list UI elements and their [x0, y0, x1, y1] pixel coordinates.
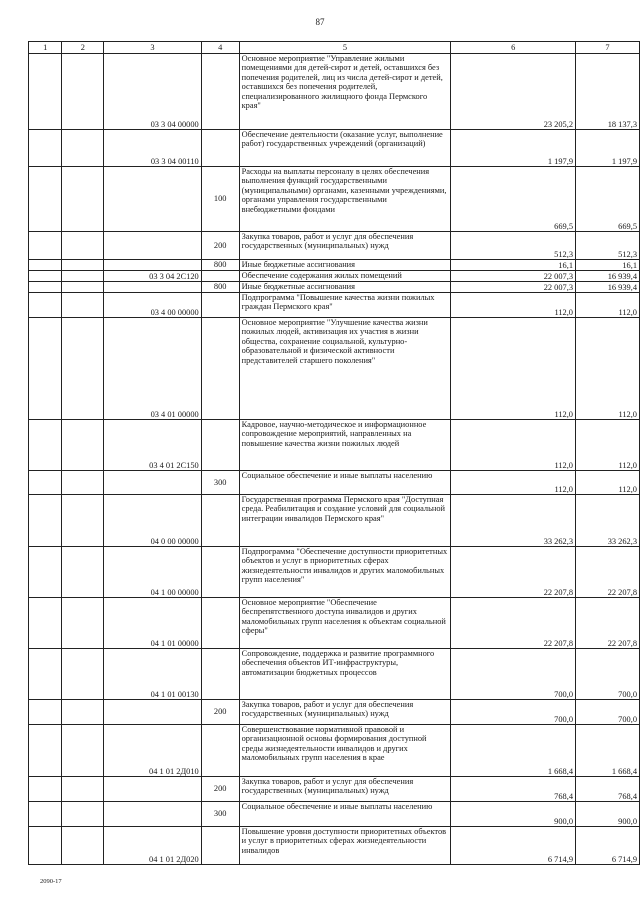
table-row [29, 318, 640, 420]
cell-amount-2: 112,0 [576, 420, 640, 471]
column-header-6: 6 [451, 42, 576, 54]
cell-col2 [62, 318, 104, 420]
cell-code [104, 700, 202, 725]
cell-expense-type: 200 [201, 777, 239, 802]
cell-amount-1: 22 207,8 [451, 598, 576, 649]
cell-expense-type [201, 547, 239, 598]
cell-amount-1: 16,1 [451, 260, 576, 271]
cell-col1 [29, 725, 62, 777]
cell-amount-2: 112,0 [576, 318, 640, 420]
cell-amount-2: 112,0 [576, 293, 640, 318]
cell-amount-2: 512,3 [576, 232, 640, 260]
cell-amount-1: 33 262,3 [451, 495, 576, 547]
cell-col1 [29, 598, 62, 649]
table-row [29, 130, 640, 167]
table-row [29, 471, 640, 495]
cell-col1 [29, 547, 62, 598]
cell-amount-2: 1 197,9 [576, 130, 640, 167]
cell-expense-type [201, 827, 239, 865]
cell-col2 [62, 547, 104, 598]
cell-name: Совершенствование нормативной правовой и организационной основы формирования доступной среды жизнедеятельности инвалидов и других маломобильных групп населения в крае [239, 725, 451, 777]
cell-amount-2: 16 939,4 [576, 271, 640, 282]
cell-amount-2: 16,1 [576, 260, 640, 271]
cell-col2 [62, 598, 104, 649]
cell-amount-2: 6 714,9 [576, 827, 640, 865]
table-row [29, 260, 640, 271]
cell-name: Социальное обеспечение и иные выплаты населению [239, 471, 451, 495]
cell-col2 [62, 725, 104, 777]
cell-amount-1: 22 007,3 [451, 282, 576, 293]
column-header-1: 1 [29, 42, 62, 54]
cell-amount-1: 23 205,2 [451, 54, 576, 130]
cell-name: Иные бюджетные ассигнования [239, 260, 451, 271]
cell-expense-type: 300 [201, 471, 239, 495]
cell-name: Подпрограмма "Повышение качества жизни пожилых граждан Пермского края" [239, 293, 451, 318]
cell-amount-1: 1 197,9 [451, 130, 576, 167]
cell-code: 03 3 04 00000 [104, 54, 202, 130]
cell-code: 03 4 00 00000 [104, 293, 202, 318]
cell-code [104, 471, 202, 495]
cell-expense-type: 300 [201, 802, 239, 827]
table-row [29, 271, 640, 282]
table-row [29, 420, 640, 471]
cell-col1 [29, 167, 62, 232]
table-row [29, 725, 640, 777]
cell-col2 [62, 130, 104, 167]
cell-col1 [29, 649, 62, 700]
cell-name: Расходы на выплаты персоналу в целях обеспечения выполнения функций государственными (муниципальными) органами, казенными учреждениями, органами управления государственными внебюджетными фондами [239, 167, 451, 232]
cell-amount-1: 6 714,9 [451, 827, 576, 865]
cell-amount-2: 900,0 [576, 802, 640, 827]
cell-name: Закупка товаров, работ и услуг для обеспечения государственных (муниципальных) нужд [239, 232, 451, 260]
column-header-3: 3 [104, 42, 202, 54]
cell-name: Кадровое, научно-методическое и информационное сопровождение мероприятий, направленных на повышение качества жизни пожилых людей [239, 420, 451, 471]
cell-amount-1: 112,0 [451, 293, 576, 318]
column-header-7: 7 [576, 42, 640, 54]
cell-col1 [29, 232, 62, 260]
column-header-2: 2 [62, 42, 104, 54]
cell-expense-type: 100 [201, 167, 239, 232]
cell-code [104, 232, 202, 260]
table-row [29, 232, 640, 260]
cell-code: 03 3 04 2С120 [104, 271, 202, 282]
table-row [29, 827, 640, 865]
cell-col1 [29, 130, 62, 167]
cell-col1 [29, 318, 62, 420]
cell-amount-2: 22 207,8 [576, 547, 640, 598]
cell-expense-type [201, 318, 239, 420]
table-row [29, 282, 640, 293]
cell-amount-1: 768,4 [451, 777, 576, 802]
cell-col1 [29, 420, 62, 471]
cell-col2 [62, 802, 104, 827]
document-footer-code: 2090-17 [40, 878, 62, 885]
cell-expense-type: 800 [201, 282, 239, 293]
table-row [29, 700, 640, 725]
cell-expense-type [201, 725, 239, 777]
cell-amount-1: 22 007,3 [451, 271, 576, 282]
cell-amount-2: 700,0 [576, 700, 640, 725]
cell-name: Основное мероприятие "Управление жилыми помещениями для детей-сирот и детей, оставшихся без попечения родителей, лиц из числа детей-сирот и детей, оставшихся без попечения родителей, специализированного жилищного фонда Пермского края" [239, 54, 451, 130]
table-row [29, 598, 640, 649]
cell-name: Обеспечение содержания жилых помещений [239, 271, 451, 282]
cell-name: Социальное обеспечение и иные выплаты населению [239, 802, 451, 827]
cell-name: Подпрограмма "Обеспечение доступности приоритетных объектов и услуг в приоритетных сферах жизнедеятельности инвалидов и других маломобильных групп населения" [239, 547, 451, 598]
cell-code [104, 802, 202, 827]
cell-col2 [62, 271, 104, 282]
budget-table [28, 41, 640, 865]
cell-amount-2: 669,5 [576, 167, 640, 232]
cell-name: Сопровождение, поддержка и развитие программного обеспечения объектов ИТ-инфраструктуры, автоматизации бюджетных процессов [239, 649, 451, 700]
cell-amount-2: 18 137,3 [576, 54, 640, 130]
cell-col2 [62, 471, 104, 495]
cell-col2 [62, 777, 104, 802]
cell-code [104, 777, 202, 802]
cell-col1 [29, 700, 62, 725]
cell-expense-type [201, 598, 239, 649]
cell-name: Основное мероприятие "Обеспечение беспрепятственного доступа инвалидов и других маломобильных групп населения к объектам социальной сферы" [239, 598, 451, 649]
cell-code: 04 0 00 00000 [104, 495, 202, 547]
cell-code: 04 1 01 2Д010 [104, 725, 202, 777]
cell-name: Государственная программа Пермского края "Доступная среда. Реабилитация и создание условий для социальной интеграции инвалидов Пермского края" [239, 495, 451, 547]
cell-col1 [29, 802, 62, 827]
table-row [29, 649, 640, 700]
cell-amount-1: 512,3 [451, 232, 576, 260]
cell-amount-1: 700,0 [451, 649, 576, 700]
cell-code: 03 4 01 2С150 [104, 420, 202, 471]
cell-col1 [29, 293, 62, 318]
cell-expense-type [201, 420, 239, 471]
cell-amount-2: 16 939,4 [576, 282, 640, 293]
cell-expense-type [201, 649, 239, 700]
cell-col2 [62, 54, 104, 130]
cell-col1 [29, 54, 62, 130]
cell-amount-1: 112,0 [451, 420, 576, 471]
cell-col2 [62, 495, 104, 547]
table-row [29, 495, 640, 547]
cell-code: 04 1 01 00130 [104, 649, 202, 700]
cell-amount-2: 112,0 [576, 471, 640, 495]
cell-col1 [29, 271, 62, 282]
cell-amount-1: 112,0 [451, 318, 576, 420]
cell-amount-1: 1 668,4 [451, 725, 576, 777]
cell-col2 [62, 232, 104, 260]
cell-name: Повышение уровня доступности приоритетных объектов и услуг в приоритетных сферах жизнедеятельности инвалидов [239, 827, 451, 865]
table-row [29, 777, 640, 802]
cell-col1 [29, 260, 62, 271]
page-number: 87 [315, 17, 325, 27]
cell-amount-1: 112,0 [451, 471, 576, 495]
cell-col1 [29, 495, 62, 547]
cell-col2 [62, 420, 104, 471]
cell-amount-1: 22 207,8 [451, 547, 576, 598]
cell-expense-type [201, 271, 239, 282]
cell-expense-type [201, 54, 239, 130]
cell-expense-type [201, 495, 239, 547]
cell-code: 04 1 01 00000 [104, 598, 202, 649]
cell-expense-type [201, 130, 239, 167]
cell-amount-1: 669,5 [451, 167, 576, 232]
cell-name: Основное мероприятие "Улучшение качества жизни пожилых людей, активизация их участия в жизни общества, сохранение социальной, культурно-образовательной и физической активности представителей старшего поколения" [239, 318, 451, 420]
cell-amount-2: 1 668,4 [576, 725, 640, 777]
cell-expense-type: 200 [201, 700, 239, 725]
cell-col1 [29, 827, 62, 865]
cell-amount-2: 700,0 [576, 649, 640, 700]
cell-col2 [62, 293, 104, 318]
table-row [29, 802, 640, 827]
cell-code [104, 260, 202, 271]
cell-col2 [62, 649, 104, 700]
cell-name: Закупка товаров, работ и услуг для обеспечения государственных (муниципальных) нужд [239, 700, 451, 725]
cell-name: Обеспечение деятельности (оказание услуг, выполнение работ) государственных учреждений (организаций) [239, 130, 451, 167]
cell-col2 [62, 827, 104, 865]
cell-expense-type [201, 293, 239, 318]
table-row [29, 547, 640, 598]
cell-col1 [29, 471, 62, 495]
table-row [29, 167, 640, 232]
cell-amount-2: 768,4 [576, 777, 640, 802]
cell-amount-1: 700,0 [451, 700, 576, 725]
cell-code [104, 167, 202, 232]
cell-amount-2: 33 262,3 [576, 495, 640, 547]
column-header-4: 4 [201, 42, 239, 54]
cell-col2 [62, 260, 104, 271]
cell-amount-1: 900,0 [451, 802, 576, 827]
table-row [29, 54, 640, 130]
cell-code [104, 282, 202, 293]
cell-col1 [29, 282, 62, 293]
cell-name: Иные бюджетные ассигнования [239, 282, 451, 293]
cell-code: 04 1 00 00000 [104, 547, 202, 598]
cell-col2 [62, 700, 104, 725]
cell-col2 [62, 167, 104, 232]
cell-col2 [62, 282, 104, 293]
column-header-5: 5 [239, 42, 451, 54]
cell-code: 03 4 01 00000 [104, 318, 202, 420]
cell-code: 04 1 01 2Д020 [104, 827, 202, 865]
cell-name: Закупка товаров, работ и услуг для обеспечения государственных (муниципальных) нужд [239, 777, 451, 802]
cell-amount-2: 22 207,8 [576, 598, 640, 649]
cell-col1 [29, 777, 62, 802]
table-header-row [29, 42, 640, 54]
table-row [29, 293, 640, 318]
cell-expense-type: 200 [201, 232, 239, 260]
cell-code: 03 3 04 00110 [104, 130, 202, 167]
cell-expense-type: 800 [201, 260, 239, 271]
